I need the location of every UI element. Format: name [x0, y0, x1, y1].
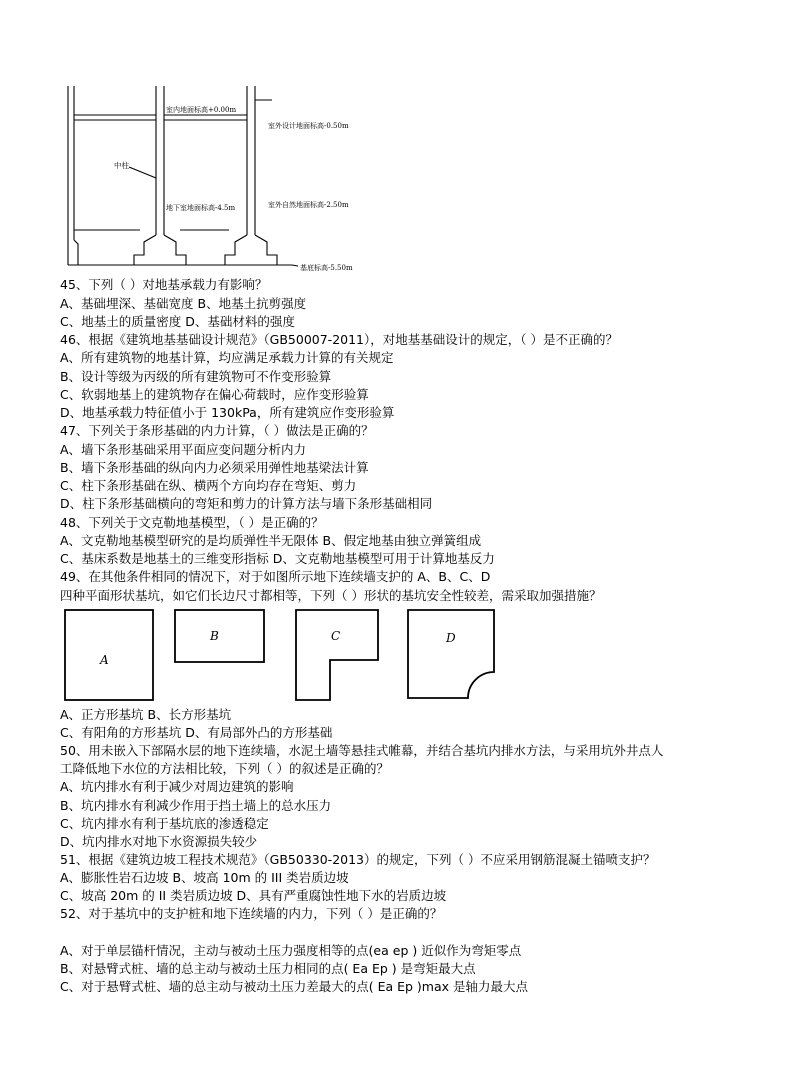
- shape-a-label: A: [100, 653, 109, 667]
- basement-floor-label: 地下室地面标高-4.5m: [166, 204, 236, 212]
- q52-stem: 52、对于基坑中的支护桩和地下连续墙的内力，下列（ ）是正确的？: [60, 906, 443, 921]
- q46-option-d: D、地基承载力特征值小于 130kPa，所有建筑应作变形验算: [60, 405, 395, 420]
- q50-option-b: B、坑内排水有利减少作用于挡土墙上的总水压力: [60, 798, 332, 813]
- q49-options-ab: A、正方形基坑 B、长方形基坑: [60, 707, 232, 722]
- q51-stem: 51、根据《建筑边坡工程技术规范》（GB50330-2013）的规定，下列（ ）不应采用钢筋混凝土锚喷支护？: [60, 852, 656, 867]
- outdoor-natural-label: 室外自然地面标高-2.50m: [268, 201, 349, 209]
- q46-option-c: C、软弱地基上的建筑物存在偏心荷载时，应作变形验算: [60, 387, 369, 402]
- shape-d-notched: [408, 610, 494, 698]
- indoor-ground-label: 室内地面标高+0.00m: [166, 106, 237, 114]
- shape-c-l-shape: [296, 610, 378, 700]
- q47-option-a: A、墙下条形基础采用平面应变问题分析内力: [60, 442, 307, 457]
- q52-option-a: A、对于单层锚杆情况，主动与被动土压力强度相等的点(ea ep ) 近似作为弯矩零点: [60, 943, 522, 958]
- q50-stem-1: 50、用未嵌入下部隔水层的地下连续墙，水泥土墙等悬挂式帷幕，并结合基坑内排水方法，与采用坑外井点人: [60, 743, 664, 758]
- q48-options-cd: C、基床系数是地基土的三维变形指标 D、文克勒地基模型可用于计算地基反力: [60, 551, 495, 566]
- center-column-label: 中柱: [114, 161, 129, 170]
- shape-c-label: C: [331, 629, 341, 643]
- q50-option-c: C、坑内排水有利于基坑底的渗透稳定: [60, 816, 269, 831]
- q50-option-a: A、坑内排水有利于减少对周边建筑的影响: [60, 779, 294, 794]
- shape-d-label: D: [446, 631, 456, 645]
- q51-options-ab: A、膨胀性岩石边坡 B、坡高 10m 的 III 类岩质边坡: [60, 870, 349, 885]
- q52-option-b: B、对悬臂式桩、墙的总主动与被动土压力相同的点( Ea Ep ) 是弯矩最大点: [60, 961, 476, 976]
- q47-stem: 47、下列关于条形基础的内力计算，（ ）做法是正确的？: [60, 423, 374, 438]
- q50-stem-2: 工降低地下水位的方法相比较，下列（ ）的叙述是正确的？: [60, 761, 389, 776]
- basement-section-figure: [64, 80, 374, 275]
- q52-option-c: C、对于悬臂式桩、墙的总主动与被动土压力差最大的点( Ea Ep )max 是轴力最大点: [60, 979, 529, 994]
- shape-b-rectangle: [175, 610, 264, 662]
- q45-options-ab: A、基础埋深、基础宽度 B、地基土抗剪强度: [60, 296, 307, 311]
- q47-option-b: B、墙下条形基础的纵向内力必须采用弹性地基梁法计算: [60, 460, 369, 475]
- q47-option-d: D、柱下条形基础横向的弯矩和剪力的计算方法与墙下条形基础相同: [60, 496, 433, 511]
- q48-stem: 48、下列关于文克勒地基模型，（ ）是正确的？: [60, 515, 324, 530]
- q50-option-d: D、坑内排水对地下水资源损失较少: [60, 834, 258, 849]
- q48-options-ab: A、文克勒地基模型研究的是均质弹性半无限体 B、假定地基由独立弹簧组成: [60, 533, 482, 548]
- q49-stem-2: 四种平面形状基坑，如它们长边尺寸都相等，下列（ ）形状的基坑安全性较差，需采取加强措施？: [60, 588, 602, 603]
- shape-b-label: B: [210, 629, 219, 643]
- q46-option-b: B、设计等级为丙级的所有建筑物可不作变形验算: [60, 369, 332, 384]
- q51-options-cd: C、坡高 20m 的 II 类岩质边坡 D、具有严重腐蚀性地下水的岩质边坡: [60, 888, 447, 903]
- q45-stem: 45、下列（ ）对地基承载力有影响？: [60, 277, 268, 292]
- q49-stem-1: 49、在其他条件相同的情况下，对于如图所示地下连续墙支护的 A、B、C、D: [60, 569, 491, 584]
- foundation-bottom-label: 基底标高-5.50m: [300, 264, 353, 272]
- q46-option-a: A、所有建筑物的地基计算，均应满足承载力计算的有关规定: [60, 350, 394, 365]
- q45-options-cd: C、地基土的质量密度 D、基础材料的强度: [60, 314, 295, 329]
- pit-shapes-figure: [60, 606, 510, 706]
- outdoor-design-label: 室外设计地面标高-0.50m: [268, 122, 349, 130]
- q47-option-c: C、柱下条形基础在纵、横两个方向均存在弯矩、剪力: [60, 478, 357, 493]
- q49-options-cd: C、有阳角的方形基坑 D、有局部外凸的方形基础: [60, 725, 333, 740]
- q46-stem: 46、根据《建筑地基基础设计规范》（GB50007-2011），对地基基础设计的规定，（ ）是不正确的？: [60, 332, 618, 347]
- shape-a-square: [65, 610, 153, 700]
